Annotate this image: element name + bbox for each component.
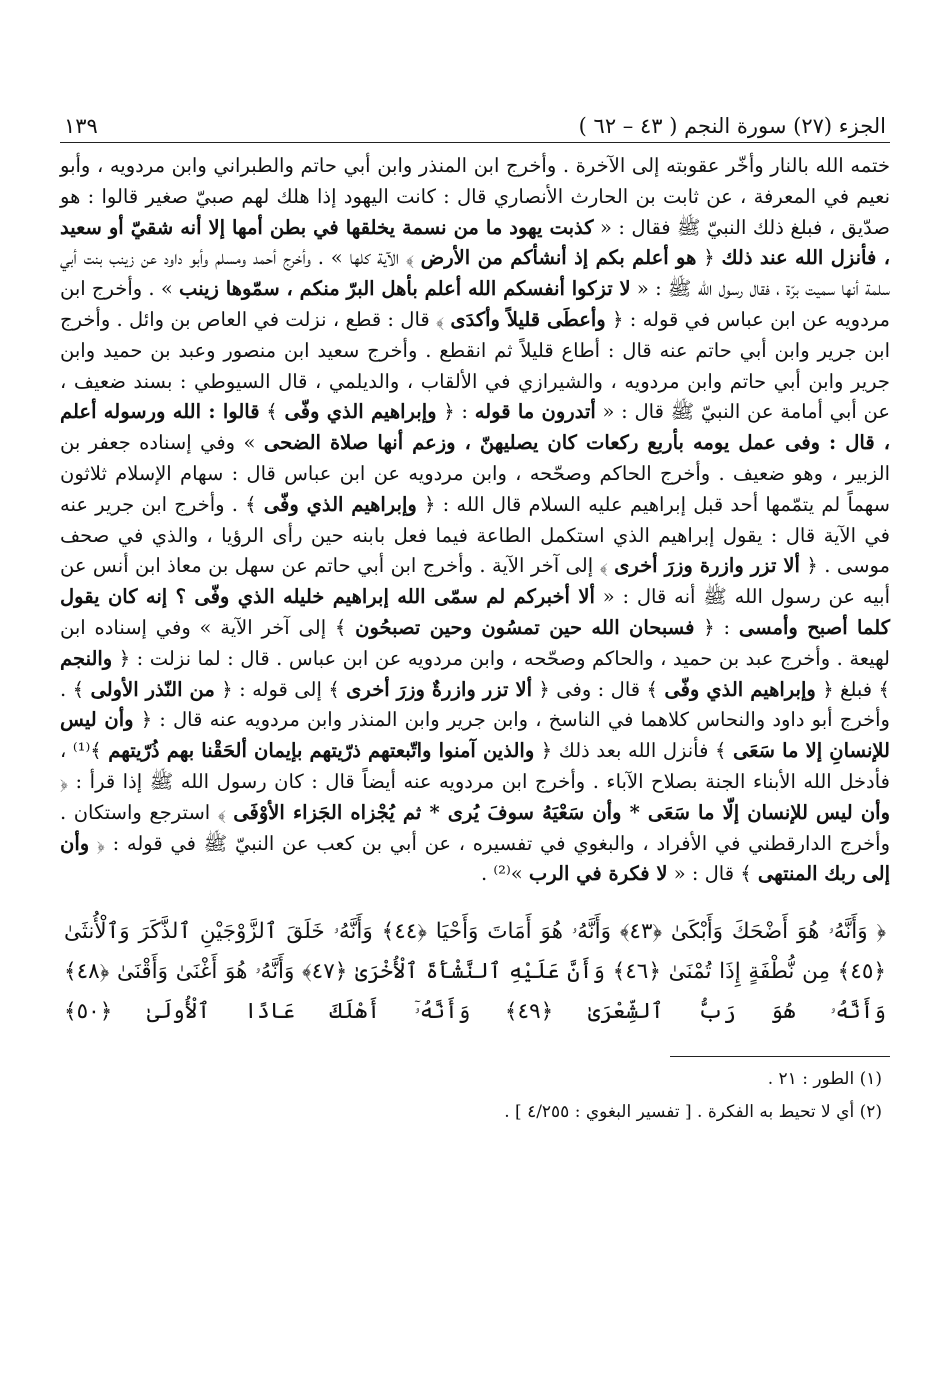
- hadith-quote: وأن إلى ربك المنتهى: [60, 831, 890, 886]
- footnotes: [60, 1063, 890, 1129]
- commentary-segment: ﴾ الآية كلها » . وأخرج أحمد ومسلم وأبو داود عن زينب بنت أبي سلمة أنها سميت برّة ، فقال رسول الله ﷺ : «: [60, 246, 890, 301]
- hadith-quote: كذبت يهود ما من نسمة يخلقها في بطن أمها إلا أنه شقيّ أو سعيد ، فأنزل الله عند ذلك: [60, 215, 891, 270]
- commentary-segment: ﴾ فبلغ ﴿: [815, 677, 890, 701]
- commentary-segment: ﴾ قال : وفى ﴿: [531, 677, 665, 701]
- hadith-quote: والنجم: [60, 646, 113, 670]
- commentary-segment: ﴾: [259, 400, 285, 424]
- commentary-segment: : ﴿: [436, 400, 475, 424]
- hadith-quote: قالوا : الله ورسوله أعلم ، قال : وفى عمل يومه بأربع ركعات كان يصليهنّ ، وزعم أنها صلاة الضحى: [60, 400, 890, 455]
- commentary-segment: ﴾ . وأخرج أبو داود والنحاس كلاهما في الناسخ ، وابن جرير وابن المنذر وابن مردويه عنه قال : ﴿: [60, 677, 890, 732]
- commentary-segment: ﴾⁽¹⁾ ، فأدخل الله الأبناء الجنة بصلاح الآباء . وأخرج ابن مردويه عنه أيضاً قال : كان رسول الله ﷺ إذا قرأ : ﴿: [60, 739, 890, 793]
- commentary-segment: » . وأخرج ابن مردويه عن ابن عباس في قوله : ﴿: [60, 277, 890, 331]
- commentary-segment: ختمه الله بالنار وأخّر عقوبته إلى الآخرة . وأخرج ابن المنذر وابن أبي حاتم والطبراني وابن مردويه ، وأبو نعيم في المعرفة ، عن ثابت بن الحارث الأنصاري قال : كانت اليهود إذا هلك لهم صبيّ صغير قالوا : هو صدّيق ، فبلغ ذلك النبيّ ﷺ فقال : «: [60, 154, 890, 239]
- commentary-segment: ﴾ استرجع واستكان . وأخرج الدارقطني في الأفراد ، والبغوي في تفسيره ، عن أبي بن كعب عن النبيّ ﷺ في قوله : ﴿: [60, 800, 890, 855]
- commentary-segment: ﴿: [696, 246, 722, 270]
- commentary-segment: ﴾ . وأخرج ابن جرير عنه في الآية قال : يقول إبراهيم الذي استكمل الطاعة فيما فعل بابنه حين رأى الرؤيا ، والذي في صحف موسى . ﴿: [60, 492, 890, 578]
- commentary-text: [60, 151, 890, 890]
- page: [60, 104, 890, 1129]
- hadith-quote: وإبراهيم الذي وفّى: [263, 492, 417, 516]
- running-header: [60, 104, 890, 143]
- commentary-segment: »⁽²⁾ .: [480, 862, 529, 886]
- hadith-quote: لا تزكوا أنفسكم الله أعلم بأهل البرّ منكم ، سمّوها زينب: [179, 277, 631, 301]
- hadith-quote: أتدرون ما قوله: [474, 400, 596, 424]
- hadith-quote: والذين آمنوا واتّبعتهم ذرّيتهم بإيمان ألحَقْنا بهم ذُرّيتهم: [108, 739, 535, 763]
- hadith-quote: فسبحان الله حين تمسُون وحين تصبحُون: [355, 615, 695, 639]
- quran-verses: ﴿ وَأَنَّهُۥ هُوَ أَضْحَكَ وَأَبْكَىٰ ﴿٤٣﴾ وَأَنَّهُۥ هُوَ أَمَاتَ وَأَحْيَا ﴿٤٤﴾ وَأَنَّهُۥ خَلَقَ ٱلزَّوْجَيْنِ ٱلذَّكَرَ وَٱلْأُنثَىٰ ﴿٤٥﴾ مِن نُّطْفَةٍ إِذَا تُمْنَىٰ ﴿٤٦﴾ وَأَنَّ عَلَيْهِ ٱلنَّشْأَةَ ٱلْأُخْرَىٰ ﴿٤٧﴾ وَأَنَّهُۥ هُوَ أَغْنَىٰ وَأَقْنَىٰ ﴿٤٨﴾ وَأَنَّهُۥ هُوَ رَبُّ ٱلشِّعْرَىٰ ﴿٤٩﴾ وَأَنَّهُۥٓ أَهْلَكَ عَادًا ٱلْأُولَىٰ ﴿٥٠﴾: [64, 919, 887, 1025]
- hadith-quote: وأعطَى قليلاً وأكدَى: [450, 307, 606, 331]
- hadith-quote: هو أعلم بكم إذ أنشأكم من الأرض: [420, 246, 697, 270]
- hadith-quote: ألا أخبركم لم سمّى الله إبراهيم خليله الذي وفّى ؟ إنه كان يقول كلما أصبح وأمسى: [60, 585, 890, 639]
- page-number: ١٣٩: [64, 114, 98, 138]
- commentary-segment: ﴾ إلى قوله : ﴿: [214, 677, 347, 701]
- hadith-quote: وإبراهيم الذي وفّى: [284, 400, 437, 424]
- hadith-quote: وأن ليس للإنسان إلّا ما سَعَى * وأن سَعْيَهُ سوفَ يُرى * ثم يُجْزاه الجَزاء الأوْفَى: [233, 800, 890, 824]
- commentary-segment: » وفي إسناده جعفر بن الزبير ، وهو ضعيف . وأخرج الحاكم وصحّحه ، وابن مردويه عن ابن عباس قال : سهام الإسلام ثلاثون سهماً لم يتمّمها أحد قبل إبراهيم عليه السلام قال الله : ﴿: [60, 431, 890, 516]
- commentary-segment: ﴾ فأنزل الله بعد ذلك ﴿: [534, 739, 733, 763]
- commentary-segment: ﴾ قال : «: [667, 862, 758, 886]
- commentary-segment: ﴾ قال : قطع ، نزلت في العاص بن وائل . وأخرج ابن جرير وابن أبي حاتم عنه قال : أطاع قليلاً ثم انقطع . وأخرج سعيد ابن منصور وعبد بن حميد وابن جرير وابن أبي حاتم وابن مردويه ، والشيرازي في الألقاب ، والديلمي ، قال السيوطي : بسند ضعيف ، عن أبي أمامة عن النبيّ ﷺ قال : «: [60, 307, 890, 424]
- commentary-paragraph: [60, 151, 890, 890]
- running-title: الجزء (٢٧) سورة النجم ( ٤٣ – ٦٢ ): [578, 114, 886, 138]
- footnote: (٢) أي لا تحيط به الفكرة . [ تفسير البغوي : ٤/٢٥٥ ] .: [504, 1102, 882, 1123]
- hadith-quote: من النّذر الأولى: [90, 677, 215, 701]
- footnote-divider: [670, 1056, 890, 1057]
- commentary-segment: ﴾ إلى آخر الآية . وأخرج ابن أبي حاتم عن سهل بن معاذ ابن أنس عن أبيه عن رسول الله ﷺ أنه قال : «: [60, 554, 890, 609]
- hadith-quote: ألا تزر وازرة وزرَ أخرى: [614, 554, 800, 578]
- hadith-quote: ألا تزر وازرةٌ وزرَ أخرى: [346, 677, 532, 701]
- commentary-segment: : ﴿: [694, 615, 739, 639]
- commentary-segment: ﴾ إلى آخر الآية » وفي إسناده ابن لهيعة . وأخرج عبد بن حميد ، والحاكم وصحّحه ، وابن مردويه عن ابن عباس . قال : لما نزلت : ﴿: [60, 615, 890, 670]
- footnote: (١) الطور : ٢١ .: [767, 1069, 882, 1090]
- hadith-quote: وأن ليس للإنسانِ إلا ما سَعَى: [60, 708, 890, 763]
- hadith-quote: وإبراهيم الذي وفّى: [664, 677, 816, 701]
- hadith-quote: لا فكرة في الرب: [528, 862, 668, 886]
